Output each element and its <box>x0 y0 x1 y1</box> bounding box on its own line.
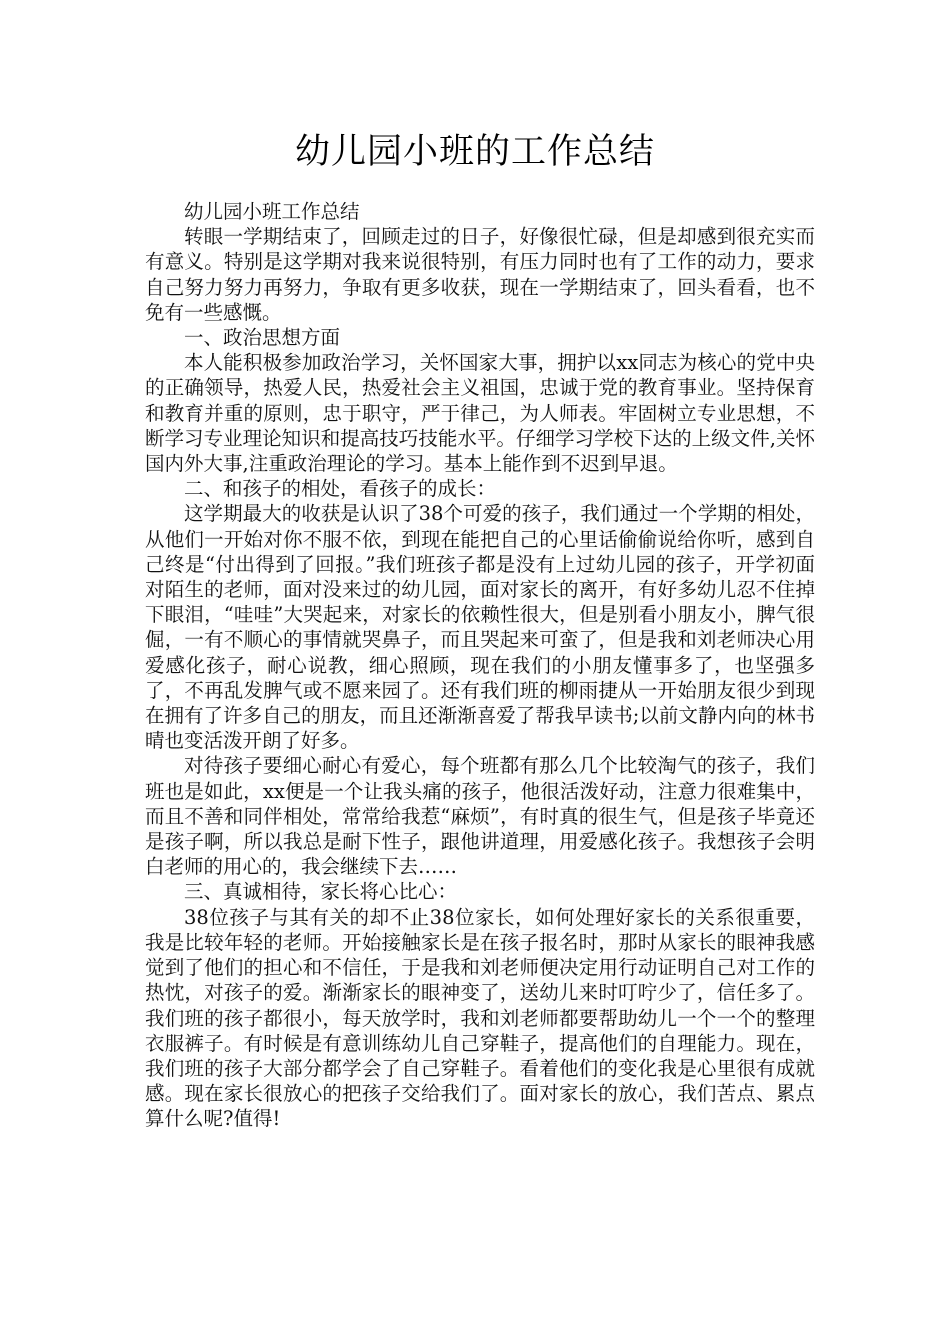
section-heading-children: 二、和孩子的相处，看孩子的成长： <box>184 477 497 501</box>
paragraph-politics: 本人能积极参加政治学习，关怀国家大事，拥护以xx同志为核心的党中央的正确领导，热爱人民，热爱社会主义祖国，忠诚于党的教育事业。坚持保育和教育并重的原则，忠于职守，严于律己，为人师表。牢固树立专业思想，不断学习专业理论知识和提高技巧技能水平。仔细学习学校下达的上级文件,关怀国内外大事,注重政治理论的学习。基本上能作到不迟到早退。 <box>145 351 815 476</box>
paragraph-intro: 转眼一学期结束了，回顾走过的日子，好像很忙碌，但是却感到很充实而有意义。特别是这学期对我来说很特别，有压力同时也有了工作的动力，要求自己努力努力再努力，争取有更多收获，现在一学期结束了，回头看看，也不免有一些感慨。 <box>145 225 815 324</box>
paragraph-children-growth: 这学期最大的收获是认识了38个可爱的孩子，我们通过一个学期的相处，从他们一开始对你不服不依，到现在能把自己的心里话偷偷说给你听，感到自己终是“付出得到了回报。”我们班孩子都是没有上过幼儿园的孩子，开学初面对陌生的老师，面对没来过的幼儿园，面对家长的离开，有好多幼儿忍不住掉下眼泪，“哇哇”大哭起来，对家长的依赖性很大，但是别看小朋友小，脾气很倔，一有不顺心的事情就哭鼻子，而且哭起来可蛮了，但是我和刘老师决心用爱感化孩子，耐心说教，细心照顾，现在我们的小朋友懂事多了，也坚强多了，不再乱发脾气或不愿来园了。还有我们班的柳雨捷从一开始朋友很少到现在拥有了许多自己的朋友，而且还渐渐喜爱了帮我早读书;以前文静内向的林书晴也变活泼开朗了好多。 <box>145 502 815 753</box>
section-heading-politics: 一、政治思想方面 <box>184 326 341 350</box>
paragraph-subtitle: 幼儿园小班工作总结 <box>184 200 360 223</box>
paragraph-children-care: 对待孩子要细心耐心有爱心，每个班都有那么几个比较淘气的孩子，我们班也是如此，xx便是一个让我头痛的孩子，他很活泼好动，注意力很难集中，而且不善和同伴相处，常常给我惹“麻烦”，有时真的很生气，但是孩子毕竟还是孩子啊，所以我总是耐下性子，跟他讲道理，用爱感化孩子。我想孩子会明白老师的用心的，我会继续下去…… <box>145 754 815 879</box>
paragraph-parents: 38位孩子与其有关的却不止38位家长，如何处理好家长的关系很重要，我是比较年轻的老师。开始接触家长是在孩子报名时，那时从家长的眼神我感觉到了他们的担心和不信任，于是我和刘老师便决定用行动证明自己对工作的热忱，对孩子的爱。渐渐家长的眼神变了，送幼儿来时叮咛少了，信任多了。我们班的孩子都很小，每天放学时，我和刘老师都要帮助幼儿一个一个的整理衣服裤子。有时候是有意训练幼儿自己穿鞋子，提高他们的自理能力。现在，我们班的孩子大部分都学会了自己穿鞋子。看着他们的变化我是心里很有成就感。现在家长很放心的把孩子交给我们了。面对家长的放心，我们苦点、累点算什么呢?值得! <box>145 905 815 1131</box>
document-body <box>145 199 815 1132</box>
document-title: 幼儿园小班的工作总结 <box>294 132 655 172</box>
section-heading-parents: 三、真诚相待，家长将心比心： <box>184 880 458 904</box>
